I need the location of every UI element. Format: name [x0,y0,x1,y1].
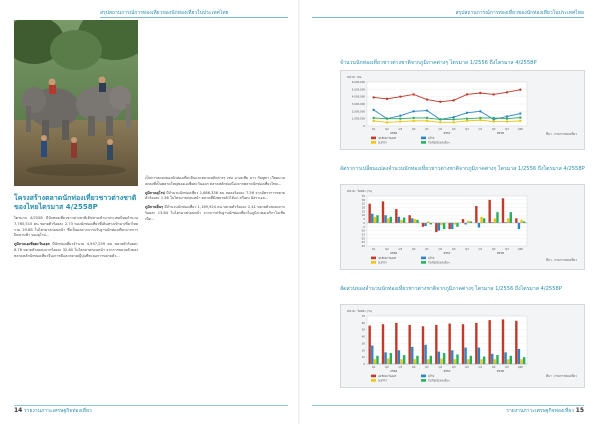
chart-1 [340,70,585,150]
x-tick-label: Q2 [385,128,389,131]
data-point [452,118,454,120]
bar [398,217,400,223]
y-tick-label: 10 [361,356,365,360]
paragraph [145,205,285,222]
x-tick-label: Q1 [371,366,376,369]
bar [408,215,410,223]
paragraph-text: มีจำนวนนักท่องเที่ยว 1,686,336 คน ลดลงร้อยละ 7.56 จากอัตราการขยายตัวร้อยละ 1.36 ในไตรมาสก่อนหน้า ตลาดที่ยังขยายตัวได้แก่ สวีเดน อิสราเอล... [145,190,285,201]
legend-label: ยุโรป [428,374,435,378]
x-tick-label: Q1 [371,128,376,131]
bar [456,223,458,227]
bar [382,324,384,364]
bar [382,201,384,223]
bar [523,357,525,364]
bar [480,359,482,364]
data-point [466,112,468,114]
legend-swatch [421,137,426,140]
y-tick-label: 30 [361,342,365,346]
x-tick-label: Q3 [451,128,456,131]
x-tick-label: Q2 [438,366,443,369]
article-column-1 [14,216,138,263]
data-point [426,117,428,119]
x-tick-label: Q3 [505,248,509,251]
data-point [412,110,414,112]
bar [507,218,509,223]
x-tick-label: Q1 [425,128,429,131]
year-label: 2558 [496,369,504,373]
chart-3-svg [341,305,586,389]
x-tick-label: Q4P [517,366,523,369]
x-tick-label: Q3 [398,248,403,251]
y-tick-label: 25 [361,202,365,206]
bar [448,223,450,229]
bar [438,352,440,364]
running-head-left: สรุปสถานการณ์การท่องเที่ยวของนักท่องเที่ยวในประเทศไทย [100,10,229,16]
legend-label: อเมริกา [378,378,387,383]
chart-1-svg [341,71,586,151]
chart-3 [340,304,585,388]
data-point [452,116,454,118]
bar [376,356,378,364]
bar [448,324,450,364]
bar [398,350,400,364]
data-point [412,117,414,119]
legend-swatch [371,379,376,382]
legend-swatch [421,261,426,264]
bar [430,223,432,225]
bar [467,359,469,364]
data-point [519,120,521,122]
data-point [386,98,388,100]
x-tick-label: Q4 [465,366,469,369]
legend-swatch [371,261,376,264]
bar [374,217,376,223]
bar [408,325,410,364]
y-tick-label: 20 [361,349,365,353]
bar [454,359,456,364]
x-tick-label: Q2 [385,366,389,369]
data-point [479,117,481,119]
bar [451,223,453,229]
x-tick-label: Q3 [505,366,509,369]
legend-swatch [421,141,426,144]
year-label: 2556 [390,369,398,373]
data-point [426,120,428,122]
bar [515,321,517,364]
footer-text: รายงานภาวะเศรษฐกิจท่องเที่ยว [23,408,92,414]
y-tick-label: 60 [361,321,365,325]
bar [390,217,392,223]
y-tick-label: 4,000,000 [351,95,365,99]
data-point [372,117,374,119]
bar [478,348,480,364]
data-point [506,117,508,119]
elephant-trekking-photo [14,20,138,186]
legend-label: เอเชียตะวันออก [378,136,397,140]
bar [400,220,402,223]
y-tick-label: -20 [360,237,365,241]
chart-2-title: อัตราการเปลี่ยนแปลงจำนวนนักท่องเที่ยวชาวต่างชาติจากภูมิภาคต่างๆ ไตรมาส 1/2556 ถึงไตรมาส 4/2558P [340,166,585,172]
chart-3-title: สัดส่วนของจำนวนนักท่องเที่ยวชาวต่างชาติจากภูมิภาคต่างๆ ไตรมาส 1/2556 ถึงไตรมาส 4/2558P [340,286,562,292]
y-tick-label: 10 [361,214,365,218]
x-tick-label: Q2 [491,248,496,251]
footer-right [506,407,584,415]
paragraph: ไตรมาส 4/2558 มีนักท่องเที่ยวชาวต่างชาติเดินทางเข้ามาประเทศไทยจำนวน 7,765,515 คน ขยายตัวร้อยละ 2.73 ของนักท่องเที่ยวที่เดินทางเข้ามาเที่ยวไทยรวม 29.88 ในไตรมาสก่อนหน้า ซึ่งเป็นผลจากการปรับฐานนักท่องเที่ยวจากการปิดน่านฟ้า ของยุโรป... [14,216,138,238]
bar [464,223,466,225]
header-rule [312,17,584,18]
y-tick-label: -5 [362,225,365,229]
data-point [399,95,401,97]
data-point [386,117,388,119]
bar [496,212,498,223]
bar [387,218,389,223]
data-point [412,93,414,95]
page-number: 14 [14,407,23,414]
bar [384,215,386,223]
bar [470,221,472,223]
bar [368,326,370,364]
bar [491,354,493,364]
bar [411,347,413,364]
bar [475,323,477,364]
x-tick-label: Q4 [465,248,469,251]
y-tick-label: -10 [360,229,365,233]
x-tick-label: Q3 [505,128,509,131]
y-tick-label: -15 [360,233,365,237]
legend-label: ยุโรป [428,256,435,260]
data-point [372,120,374,122]
header-rule [100,17,288,18]
data-point [492,120,494,122]
x-tick-label: Q3 [398,128,403,131]
bar [376,215,378,223]
y-tick-label: 20 [361,206,365,210]
y-tick-label: 5 [363,218,365,222]
chart-2 [340,184,585,270]
year-label: 2557 [443,369,451,373]
bar [384,352,386,364]
bar [400,359,402,364]
x-tick-label: Q2 [385,248,389,251]
bar [374,359,376,364]
x-tick-label: Q1 [478,128,483,131]
data-point [466,120,468,122]
bar [467,221,469,223]
y-tick-label: 3,000,000 [351,103,365,106]
data-point [506,115,508,117]
bar [496,355,498,364]
footer-rule [14,405,288,406]
bar [430,356,432,364]
data-point [372,109,374,111]
bar [483,218,485,223]
chart-1-source: ที่มา : กรมการท่องเที่ยว [546,132,577,136]
data-point [439,121,441,123]
bar [424,345,426,364]
bar [464,348,466,364]
bar [504,352,506,364]
bar [478,223,480,228]
legend-swatch [371,137,376,140]
data-point [519,89,521,91]
year-label: 2558 [496,251,504,255]
bar [416,356,418,364]
legend-swatch [421,375,426,378]
chart-1-unit: หน่วย : คน [347,75,362,79]
data-point [492,93,494,95]
x-tick-label: Q3 [451,248,456,251]
legend-swatch [421,379,426,382]
right-page [300,0,600,424]
x-tick-label: Q3 [451,366,456,369]
bar [502,319,504,364]
legend-label: เอเชียตะวันออก [378,256,397,260]
chart-2-unit: หน่วย : ร้อยละ (%) [347,189,373,193]
year-label: 2558 [496,131,504,135]
x-tick-label: Q1 [478,366,483,369]
x-tick-label: Q4P [517,128,523,131]
bar [510,356,512,364]
bar [454,223,456,225]
year-label: 2556 [390,251,398,255]
data-point [412,120,414,122]
data-point [492,117,494,119]
footer-rule [312,405,584,406]
x-tick-label: Q1 [425,248,429,251]
y-tick-label: 30 [361,198,365,202]
legend-label: โอเชียเนียและอื่นๆ [428,140,450,145]
x-tick-label: Q1 [371,248,376,251]
data-point [466,117,468,119]
y-tick-label: -30 [360,245,365,248]
bar [438,223,440,231]
x-tick-label: Q2 [438,248,443,251]
paragraph [145,191,285,203]
data-point [519,112,521,114]
legend-label: เอเชียตะวันออก [378,374,397,378]
x-tick-label: Q4 [411,366,416,369]
legend-swatch [371,257,376,260]
bar [507,359,509,364]
bar [462,324,464,364]
bar [475,206,477,223]
section-heading: ภูมิภาคอื่นๆ [145,205,164,210]
bar [427,359,429,364]
running-head-right: สรุปสถานการณ์การท่องเที่ยวของนักท่องเที่ยวในประเทศไทย [455,10,584,16]
year-label: 2556 [390,131,398,135]
data-point [386,121,388,123]
bar [488,200,490,223]
chart-3-unit: หน่วย : ร้อยละ (%) [347,309,373,313]
data-point [372,96,374,98]
x-tick-label: Q4 [411,248,416,251]
data-point [452,99,454,101]
bar [368,204,370,223]
data-point [479,92,481,94]
bar [515,218,517,223]
bar [371,214,373,223]
y-tick-label: 6,000,000 [351,81,365,84]
x-tick-label: Q1 [425,366,429,369]
y-tick-label: 0 [363,125,365,128]
data-point [399,117,401,119]
legend-label: อเมริกา [378,140,387,145]
data-point [506,120,508,122]
y-tick-label: 70 [361,315,365,318]
section-heading: ภูมิภาคเอเชียตะวันออก [14,242,50,247]
bar [456,354,458,364]
x-tick-label: Q4 [465,128,469,131]
chart-2-svg [341,185,586,271]
bar [422,223,424,227]
bar [411,218,413,223]
data-point [506,91,508,93]
data-point [426,98,428,100]
bar [523,221,525,223]
bar [422,326,424,364]
article-column-2 [145,176,285,226]
bar [494,218,496,223]
footer-text: รายงานภาวะเศรษฐกิจท่องเที่ยว [506,408,575,414]
data-point [439,101,441,103]
bar [480,217,482,223]
data-point [399,120,401,122]
paragraph-text: มีนักท่องเที่ยวจำนวน 4,947,259 คน ขยายตัวร้อยละ 6.76 ขยายตัวลดลงจากร้อยละ 32.60 ในไตรมาสก่อนหน้า จากการขยายตัวของตลาดหลักนักท่องเที่ยวจีนเกาหลีและตลาดญี่ปุ่นที่ชะลอการขยายตัว... [14,242,138,258]
bar [414,219,416,223]
y-tick-label: 35 [361,195,365,198]
data-point [479,119,481,121]
x-tick-label: Q2 [438,128,443,131]
bar [518,349,520,364]
bar [443,353,445,364]
bar [435,325,437,364]
bar [502,198,504,223]
bar [403,355,405,364]
bar [403,218,405,223]
chart-3-source: ที่มา : กรมการท่องเที่ยว [546,374,577,378]
bar [395,323,397,364]
bar [435,223,437,232]
legend-swatch [371,375,376,378]
bar [427,221,429,223]
x-tick-label: Q4 [411,128,416,131]
legend-swatch [371,141,376,144]
y-tick-label: 50 [361,328,365,332]
bar [488,320,490,364]
y-tick-label: 40 [361,335,365,339]
x-tick-label: Q2 [491,366,496,369]
data-point [466,93,468,95]
bar [451,350,453,364]
bar [390,353,392,364]
x-tick-label: Q2 [491,128,496,131]
bar [395,209,397,223]
bar [424,223,426,226]
year-label: 2557 [443,131,451,135]
bar [371,345,373,364]
legend-swatch [421,257,426,260]
data-point [399,115,401,117]
bar [443,223,445,229]
data-point [519,116,521,118]
legend-label: ยุโรป [428,136,435,140]
bar [494,359,496,364]
legend-label: อเมริกา [378,260,387,265]
y-tick-label: 5,000,000 [351,88,365,92]
chart-2-source: ที่มา : กรมการท่องเที่ยว [546,258,577,262]
legend-label: โอเชียเนียและอื่นๆ [428,378,450,383]
y-tick-label: 15 [361,210,365,214]
bar [414,359,416,364]
footer-left [14,407,92,415]
paragraph: เป็นการลดลงของนักท่องเที่ยวจีนและตลาดหลักต่างๆ เช่น มาเลเซีย ลาว กัมพูชา เวียดนาม ลดลงที่เป็นตลาดใหญ่ของเอเชียตะวันออก ตลาดหลักต่อเนื่องจากตลาดนักท่องเที่ยวไทย... [145,176,285,186]
y-tick-label: 0 [363,221,365,225]
data-point [452,121,454,123]
bar [483,356,485,364]
x-tick-label: Q1 [478,248,483,251]
bar [518,223,520,229]
bar [470,356,472,364]
page-number: 15 [575,407,584,414]
bar [520,220,522,223]
data-point [479,110,481,112]
paragraph [14,242,138,259]
x-tick-label: Q3 [398,366,403,369]
bar [440,359,442,364]
bar [387,359,389,364]
article-title: โครงสร้างตลาดนักท่องเที่ยวชาวต่างชาติ ของไทยไตรมาส 4/2558P [14,194,137,211]
legend-label: โอเชียเนียและอื่นๆ [428,260,450,265]
y-tick-label: 0 [363,363,365,366]
y-tick-label: 1,000,000 [351,117,365,121]
year-label: 2557 [443,251,451,255]
bar [462,219,464,223]
x-tick-label: Q4P [517,248,523,251]
bar [416,220,418,223]
data-point [426,109,428,111]
paragraph-text: มีจำนวนนักท่องเที่ยว 1,169,924 คน ขยายตัวร้อยละ 2.41 ขยายตัวลดลงจากร้อยละ 13.64 ในไตรมาสก่อนหน้า จากการปรับฐานนักท่องเที่ยวในภูมิภาคอเมริกาโอเชียเนีย... [145,205,285,221]
bar [510,212,512,223]
y-tick-label: 2,000,000 [351,110,365,114]
bar [440,223,442,225]
section-heading: ภูมิภาคยุโรป [145,190,165,195]
bar [520,359,522,364]
data-point [439,118,441,120]
chart-1-title: จำนวนนักท่องเที่ยวชาวต่างชาติจากภูมิภาคต่างๆ ไตรมาส 1/2556 ถึงไตรมาส 4/2558P [340,60,537,66]
y-tick-label: -25 [360,241,365,245]
